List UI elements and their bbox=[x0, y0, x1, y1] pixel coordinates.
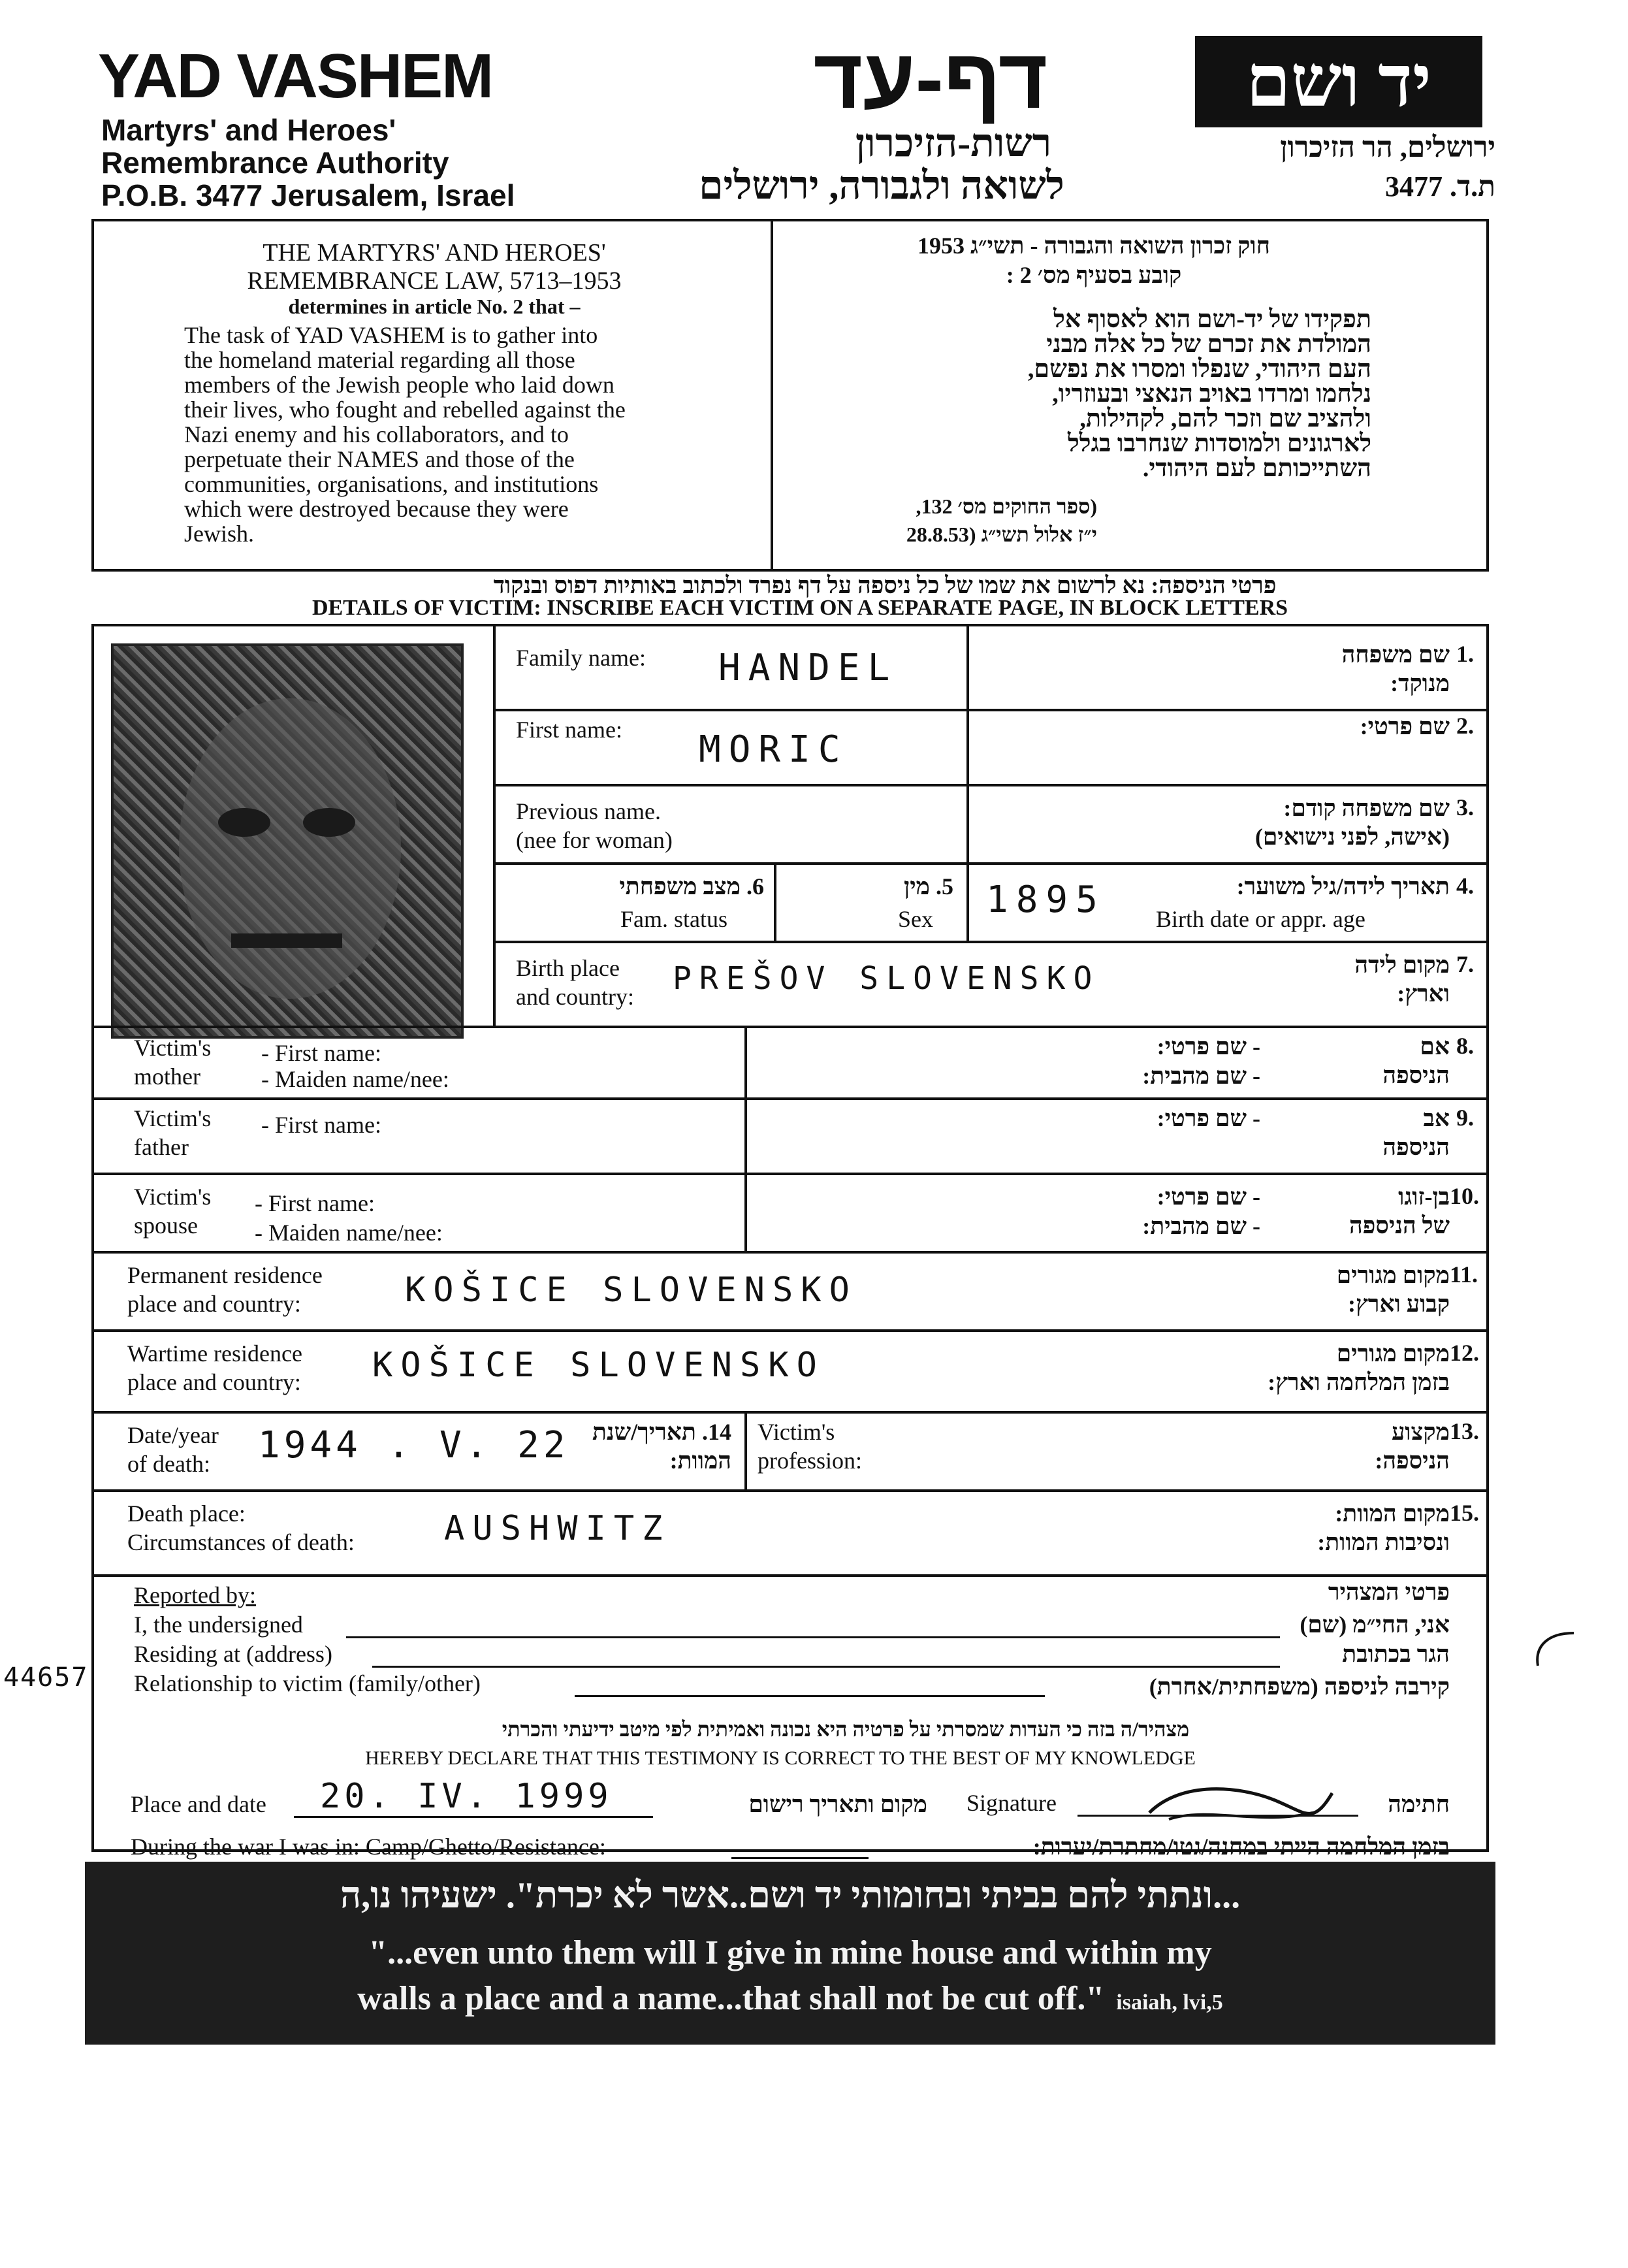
residing-label: Residing at (address) bbox=[134, 1641, 332, 1667]
mother-first-name-label: - First name: bbox=[261, 1040, 381, 1066]
birth-date-he-label: תאריך לידה/גיל משוער: bbox=[1236, 873, 1450, 899]
law-text-en: The task of YAD VASHEM is to gather into the homeland material regarding all those members of the Jewish people who laid down their lives, who fought and rebelled against the Nazi enemy and his collaborators, and to perpetuate their NAMES and those of the communities, organisations, and institutions which were destroyed because they were Jewish. bbox=[184, 322, 626, 547]
declaration-en: HEREBY DECLARE THAT THIS TESTIMONY IS CORRECT TO THE BEST OF MY KNOWLEDGE bbox=[365, 1747, 1196, 1769]
father-he-first: - שם פרטי: bbox=[1157, 1105, 1260, 1131]
row-divider bbox=[91, 1097, 1489, 1100]
reported-by-label: Reported by: bbox=[134, 1582, 256, 1608]
mother-he-maiden: - שם מהבית: bbox=[1142, 1063, 1260, 1089]
mother-maiden-name-label: - Maiden name/nee: bbox=[261, 1066, 449, 1092]
hebrew-address-2: ת.ד. 3477 bbox=[1385, 170, 1495, 202]
permanent-residence-he-label: מקום מגורים קבוע וארץ: bbox=[1336, 1262, 1450, 1317]
field-number-9: 9. bbox=[1456, 1105, 1474, 1131]
father-first-name-label: - First name: bbox=[261, 1112, 381, 1138]
death-place-value[interactable]: AUSHWITZ bbox=[444, 1509, 671, 1548]
law-title-he-2: קובע בסעיף מס׳ 2 : bbox=[1006, 262, 1182, 288]
field-number-10: 10. bbox=[1450, 1183, 1479, 1209]
col-divider bbox=[966, 624, 969, 866]
place-date-value[interactable]: 20. IV. 1999 bbox=[320, 1777, 613, 1816]
family-name-he-label: שם משפחה מנוקד: bbox=[1341, 641, 1450, 696]
row-divider bbox=[91, 1411, 1489, 1414]
birth-place-label: Birth place and country: bbox=[516, 955, 634, 1010]
law-title-en-2: REMEMBRANCE LAW, 5713–1953 bbox=[247, 267, 622, 295]
fam-status-he-label: 6. מצב משפחתי bbox=[619, 873, 764, 899]
row-divider bbox=[493, 862, 1489, 865]
col-divider bbox=[493, 624, 496, 1026]
row-divider bbox=[91, 1026, 1489, 1028]
first-name-he-label: שם פרטי: bbox=[1360, 713, 1450, 739]
declaration-he: מצהיר/ה בזה כי העדות שמסרתי על פרטיה היא נכונה ואמיתית לפי מיטב ידיעתי והכרתי bbox=[502, 1717, 1190, 1741]
field-number-1: 1. bbox=[1456, 641, 1474, 667]
field-number-11: 11. bbox=[1450, 1261, 1478, 1288]
fam-status-label: Fam. status bbox=[620, 906, 728, 932]
spouse-he-first: - שם פרטי: bbox=[1157, 1184, 1260, 1210]
birth-date-value[interactable]: 1895 bbox=[986, 879, 1106, 921]
quote-he: ...ונתתי להם בביתי ובחומותי יד ושם..אשר לא יכרת". ישעיהו נו,ה bbox=[340, 1875, 1241, 1916]
quote-en-reference: isaiah, lvi,5 bbox=[1116, 1990, 1223, 2015]
family-name-value[interactable]: HANDEL bbox=[718, 647, 898, 689]
hebrew-address-1: ירושלים, הר הזיכרון bbox=[1280, 131, 1495, 163]
field-number-12: 12. bbox=[1450, 1340, 1479, 1366]
birth-place-value[interactable]: PREŠOV SLOVENSKO bbox=[673, 960, 1100, 997]
row-divider bbox=[91, 1574, 1489, 1577]
law-text-he: תפקידו של יד-ושם הוא לאסוף אל המולדת את זכרם של כל אלה מבני העם היהודי, שנפלו ומסרו את נפשם, נלחמו ומרדו באויב הנאצי ובעוזריו, ולהציב שם וזכר להם, לקהילות, לארגונים ולמוסדות שנחרבו בגלל השתייכותם לעם היהודי. bbox=[1027, 306, 1371, 482]
row-divider bbox=[91, 1251, 1489, 1254]
profession-he-label: מקצוע הניספה: bbox=[1375, 1419, 1450, 1474]
death-date-he-label: 14. תאריך/שנת המוות: bbox=[592, 1419, 731, 1474]
relationship-line bbox=[575, 1695, 1045, 1697]
margin-note: 44657 bbox=[3, 1662, 89, 1693]
wartime-residence-he-label: מקום מגורים בזמן המלחמה וארץ: bbox=[1268, 1340, 1450, 1395]
permanent-residence-value[interactable]: KOŠICE SLOVENSKO bbox=[405, 1271, 857, 1310]
mother-label: Victim's mother bbox=[134, 1035, 212, 1090]
org-line-2: Remembrance Authority bbox=[101, 146, 449, 180]
relationship-he-label: קירבה לניספה (משפחתית/אחרת) bbox=[1149, 1674, 1450, 1700]
row-divider bbox=[493, 709, 1489, 711]
mother-he-first: - שם פרטי: bbox=[1157, 1033, 1260, 1060]
residing-line bbox=[372, 1666, 1280, 1668]
org-line-1: Martyrs' and Heroes' bbox=[101, 113, 396, 147]
field-number-8: 8. bbox=[1456, 1033, 1474, 1059]
law-divider bbox=[771, 219, 773, 572]
birth-date-label: Birth date or appr. age bbox=[1156, 906, 1365, 932]
wartime-residence-label: Wartime residence place and country: bbox=[127, 1340, 302, 1395]
undersigned-he-label: אני, החי״מ (שם) bbox=[1300, 1612, 1450, 1638]
signature-label: Signature bbox=[966, 1790, 1057, 1816]
undersigned-label: I, the undersigned bbox=[134, 1612, 303, 1638]
law-reference-he-2: י״ז אלול תשי״ג (28.8.53 bbox=[906, 523, 1097, 546]
field-number-7: 7. bbox=[1456, 951, 1474, 977]
wartime-residence-value[interactable]: KOŠICE SLOVENSKO bbox=[372, 1346, 825, 1385]
quote-banner bbox=[85, 1862, 1495, 2045]
hebrew-subtitle-2: לשואה ולגבורה, ירושלים bbox=[699, 164, 1064, 207]
permanent-residence-label: Permanent residence place and country: bbox=[127, 1262, 323, 1317]
previous-name-label: Previous name. (nee for woman) bbox=[516, 798, 673, 853]
previous-name-he-label: שם משפחה קודם: (אישה, לפני נישואים) bbox=[1254, 795, 1450, 850]
spouse-he-maiden: - שם מהבית: bbox=[1142, 1213, 1260, 1239]
field-number-15: 15. bbox=[1450, 1500, 1479, 1526]
death-place-label: Death place: Circumstances of death: bbox=[127, 1500, 355, 1555]
margin-mark bbox=[1528, 1627, 1580, 1672]
death-place-he-label: מקום המוות: ונסיבות המוות: bbox=[1317, 1500, 1450, 1555]
sex-he-label: 5. מין bbox=[904, 873, 953, 899]
col-divider bbox=[744, 1411, 747, 1489]
death-date-value[interactable]: 1944 . V. 22 bbox=[258, 1424, 569, 1466]
mother-he-label: אם הניספה bbox=[1382, 1033, 1450, 1088]
sex-label: Sex bbox=[898, 906, 933, 932]
col-divider bbox=[966, 862, 969, 941]
field-number-13: 13. bbox=[1450, 1418, 1479, 1444]
law-title-en-3: determines in article No. 2 that – bbox=[288, 295, 581, 318]
place-date-line bbox=[294, 1816, 653, 1818]
father-label: Victim's father bbox=[134, 1105, 212, 1160]
field-number-2: 2. bbox=[1456, 713, 1474, 739]
row-divider bbox=[91, 1329, 1489, 1332]
father-he-label: אב הניספה bbox=[1382, 1105, 1450, 1160]
org-address: P.O.B. 3477 Jerusalem, Israel bbox=[101, 178, 515, 212]
spouse-first-name-label: - First name: bbox=[255, 1190, 375, 1216]
form-title-hebrew: דף-עד bbox=[813, 31, 1048, 126]
row-divider bbox=[91, 1489, 1489, 1492]
spouse-he-label: בן-זוגו של הניספה bbox=[1349, 1184, 1450, 1239]
row-divider bbox=[493, 941, 1489, 943]
field-number-4: 4. bbox=[1456, 873, 1474, 899]
col-divider bbox=[774, 862, 776, 941]
war-location-label: During the war I was in: Camp/Ghetto/Resistance: bbox=[131, 1834, 606, 1860]
yad-vashem-hebrew-logo: יד ושם bbox=[1195, 36, 1482, 127]
col-divider bbox=[744, 1026, 747, 1251]
row-divider bbox=[493, 784, 1489, 786]
instructions-en: DETAILS OF VICTIM: INSCRIBE EACH VICTIM ON A SEPARATE PAGE, IN BLOCK LETTERS bbox=[311, 596, 1288, 620]
first-name-label: First name: bbox=[516, 717, 622, 743]
first-name-value[interactable]: MORIC bbox=[699, 728, 848, 771]
hebrew-subtitle-1: רשות-הזיכרון bbox=[855, 122, 1052, 165]
quote-en-line-2: walls a place and a name...that shall not be cut off." bbox=[357, 1980, 1105, 2017]
instructions-he: פרטי הניספה: נא לרשום את שמו של כל ניספה על דף נפרד ולכתוב באותיות דפוס ובנקוד bbox=[493, 572, 1277, 598]
law-title-he-1: חוק זכרון השואה והגבורה - תשי״ג 1953 bbox=[918, 233, 1270, 259]
spouse-label: Victim's spouse bbox=[134, 1184, 212, 1239]
relationship-label: Relationship to victim (family/other) bbox=[134, 1670, 481, 1696]
signature-mark bbox=[1143, 1774, 1339, 1832]
family-name-label: Family name: bbox=[516, 645, 646, 671]
field-number-3: 3. bbox=[1456, 794, 1474, 820]
quote-en-line-1: "...even unto them will I give in mine house and within my bbox=[368, 1934, 1212, 1971]
birth-place-he-label: מקום לידה וארץ: bbox=[1354, 952, 1450, 1007]
spouse-maiden-name-label: - Maiden name/nee: bbox=[255, 1220, 443, 1246]
war-location-line bbox=[731, 1857, 869, 1859]
profession-label: Victim's profession: bbox=[758, 1419, 862, 1474]
death-date-label: Date/year of death: bbox=[127, 1422, 219, 1477]
place-date-label: Place and date bbox=[131, 1791, 266, 1817]
law-reference-he-1: (ספר החוקים מס׳ 132, bbox=[916, 494, 1097, 518]
signature-he-label: חתימה bbox=[1388, 1791, 1450, 1817]
war-location-he-label: בזמן המלחמה הייתי במחנה/גטו/מחתרת/יערות: bbox=[1032, 1834, 1450, 1860]
law-title-en-1: THE MARTYRS' AND HEROES' bbox=[263, 239, 606, 267]
place-date-he-label: מקום ותאריך רישום bbox=[748, 1791, 927, 1817]
row-divider bbox=[91, 1173, 1489, 1175]
undersigned-line bbox=[346, 1636, 1280, 1638]
residing-he-label: הגר בכתובת bbox=[1342, 1641, 1450, 1667]
reported-by-he-label: פרטי המצהיר bbox=[1328, 1579, 1450, 1605]
org-title: YAD VASHEM bbox=[98, 41, 493, 111]
